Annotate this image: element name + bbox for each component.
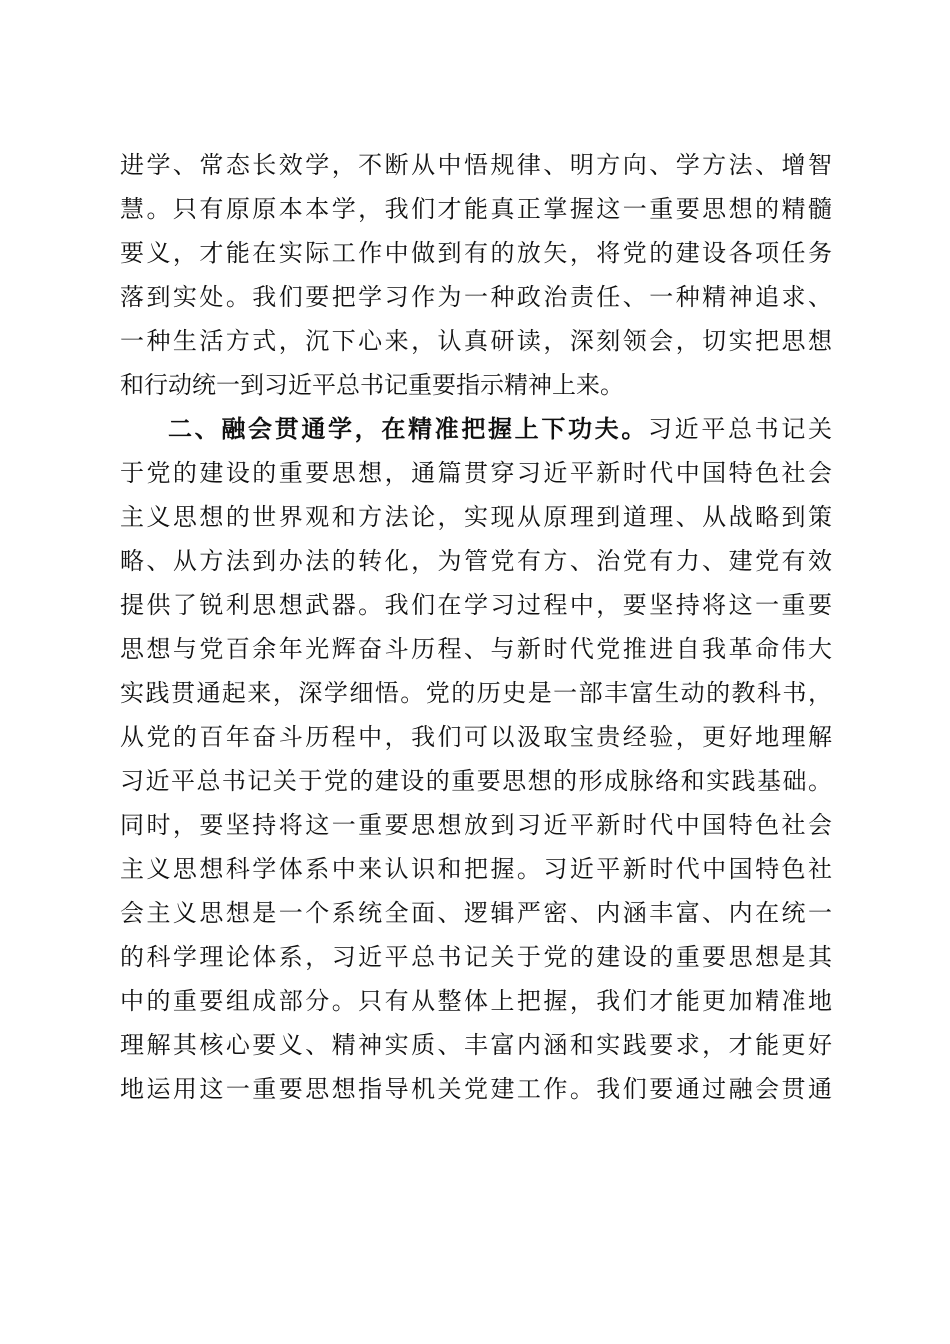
text-line: 进学、常态长效学，不断从中悟规律、明方向、学方法、增智 xyxy=(120,151,832,179)
text-line: 要义，才能在实际工作中做到有的放矢，将党的建设各项任务 xyxy=(120,239,832,267)
text-line: 会主义思想是一个系统全面、逻辑严密、内涵丰富、内在统一 xyxy=(120,899,832,927)
text-line: 中的重要组成部分。只有从整体上把握，我们才能更加精准地 xyxy=(120,987,832,1015)
section-heading: 二、融会贯通学，在精准把握上下功夫。 xyxy=(168,415,648,443)
paragraph-1 xyxy=(120,143,832,407)
paragraph-2 xyxy=(120,407,832,1111)
text-line: 慧。只有原原本本学，我们才能真正掌握这一重要思想的精髓 xyxy=(120,195,832,223)
text-line: 一种生活方式，沉下心来，认真研读，深刻领会，切实把思想 xyxy=(120,327,832,355)
text-line: 落到实处。我们要把学习作为一种政治责任、一种精神追求、 xyxy=(120,283,832,311)
text-line-first xyxy=(120,407,832,451)
text-line: 和行动统一到习近平总书记重要指示精神上来。 xyxy=(120,371,624,399)
text-line: 略、从方法到办法的转化，为管党有方、治党有力、建党有效 xyxy=(120,547,832,575)
text-line: 实践贯通起来，深学细悟。党的历史是一部丰富生动的教科书， xyxy=(120,679,832,707)
text-span: 习近平总书记关 xyxy=(648,415,832,443)
text-line: 主义思想科学体系中来认识和把握。习近平新时代中国特色社 xyxy=(120,855,832,883)
text-line: 习近平总书记关于党的建设的重要思想的形成脉络和实践基础。 xyxy=(120,767,832,795)
text-line: 提供了锐利思想武器。我们在学习过程中，要坚持将这一重要 xyxy=(120,591,832,619)
text-line: 思想与党百余年光辉奋斗历程、与新时代党推进自我革命伟大 xyxy=(120,635,832,663)
text-line: 同时，要坚持将这一重要思想放到习近平新时代中国特色社会 xyxy=(120,811,832,839)
text-line: 理解其核心要义、精神实质、丰富内涵和实践要求，才能更好 xyxy=(120,1031,832,1059)
text-line: 的科学理论体系，习近平总书记关于党的建设的重要思想是其 xyxy=(120,943,832,971)
text-line: 主义思想的世界观和方法论，实现从原理到道理、从战略到策 xyxy=(120,503,832,531)
text-line: 从党的百年奋斗历程中，我们可以汲取宝贵经验，更好地理解 xyxy=(120,723,832,751)
document-body xyxy=(120,143,832,1111)
text-line: 地运用这一重要思想指导机关党建工作。我们要通过融会贯通 xyxy=(120,1075,832,1103)
text-line: 于党的建设的重要思想，通篇贯穿习近平新时代中国特色社会 xyxy=(120,459,832,487)
